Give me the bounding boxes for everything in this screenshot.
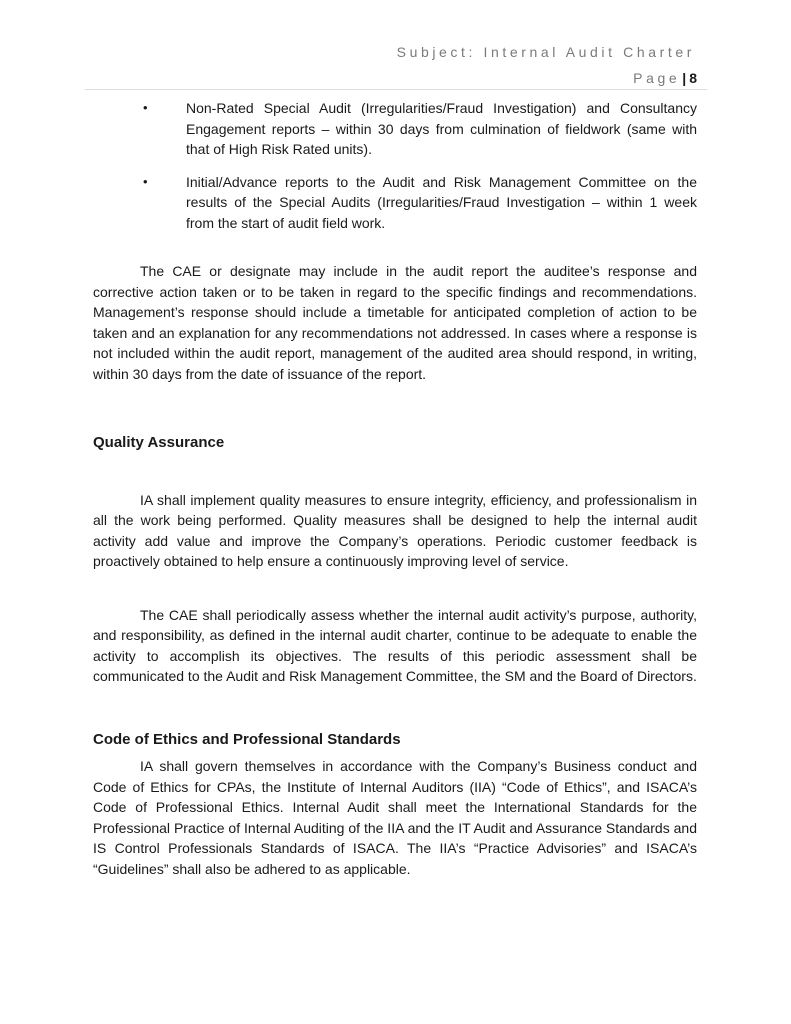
header-divider xyxy=(85,89,707,90)
bullet-icon: • xyxy=(143,173,148,189)
list-item xyxy=(93,98,697,160)
header-subject: Subject: Internal Audit Charter xyxy=(396,44,695,60)
section-heading-code-of-ethics: Code of Ethics and Professional Standards xyxy=(93,730,401,748)
list-item xyxy=(93,172,697,234)
document-body xyxy=(93,98,697,879)
code-of-ethics-paragraph: IA shall govern themselves in accordance with the Company’s Business conduct and Code of Ethics for CPAs, the Institute of Internal Auditors (IIA) “Code of Ethics”, and ISACA’s Code of Professional Ethics. Internal Audit shall meet the International Standards for the Professional Practice of Internal Auditing of the IIA and the IT Audit and Assurance Standards and IS Control Professionals Standards of ISACA. The IIA’s “Practice Advisories” and ISACA’s “Guidelines” shall also be adhered to as applicable. xyxy=(93,758,697,877)
report-deadlines-list xyxy=(93,98,697,233)
page-number: 8 xyxy=(689,70,697,86)
list-item-text: Initial/Advance reports to the Audit and Risk Management Committee on the results of the Special Audits (Irregularities/Fraud Investigation – within 1 week from the start of audit field work. xyxy=(186,173,697,231)
quality-measures-paragraph: IA shall implement quality measures to ensure integrity, efficiency, and professionalism in all the work being performed. Quality measures shall be designed to help the internal audit activity add value and improve the Company’s operations. Periodic customer feedback is proactively obtained to help ensure a continuously improving level of service. xyxy=(93,491,697,569)
page-separator: | xyxy=(682,70,687,86)
auditee-response-paragraph: The CAE or designate may include in the audit report the auditee’s response and corrective action taken or to be taken in regard to the specific findings and recommendations. Management’s response should include a timetable for anticipated completion of action to be taken and an explanation for any recommendations not addressed. In cases where a response is not included within the audit report, management of the audited area should respond, in writing, within 30 days from the date of issuance of the report. xyxy=(93,263,697,382)
section-heading-quality-assurance: Quality Assurance xyxy=(93,434,225,451)
list-item-text: Non-Rated Special Audit (Irregularities/Fraud Investigation) and Consultancy Engagement reports – within 30 days from culmination of fieldwork (same with that of High Risk Rated units). xyxy=(186,100,697,157)
bullet-icon: • xyxy=(143,100,148,115)
page-label: Page xyxy=(633,70,681,86)
header-page-number xyxy=(633,70,697,86)
periodic-assessment-paragraph: The CAE shall periodically assess whether the internal audit activity’s purpose, authority, and responsibility, as defined in the internal audit charter, continue to be adequate to enable the activity to accomplish its objectives. The results of this periodic assessment shall be communicated to the Audit and Risk Management Committee, the SM and the Board of Directors. xyxy=(93,606,697,684)
